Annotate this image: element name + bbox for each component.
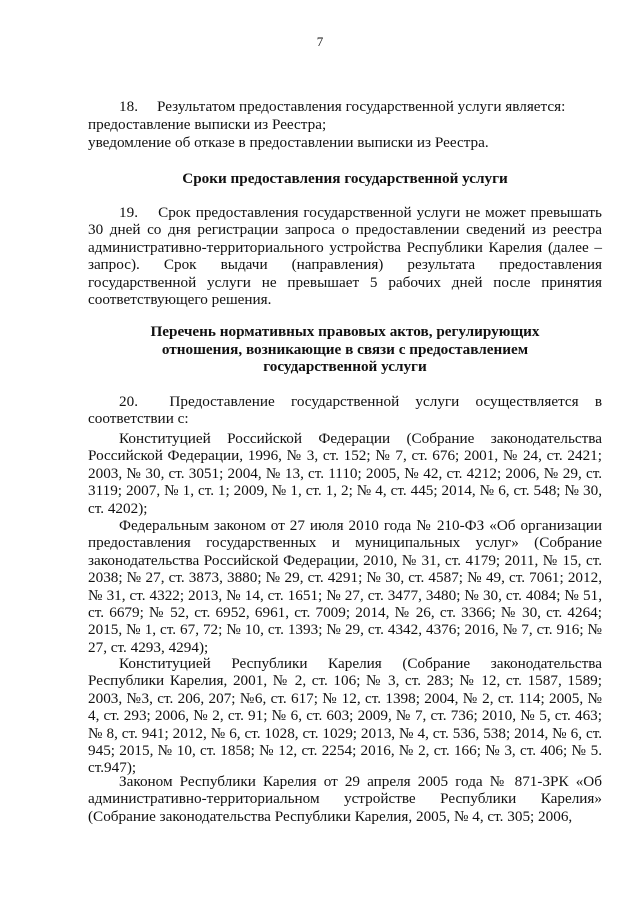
- section-heading-legal-acts: [88, 323, 602, 376]
- law-constitution-rf: Конституцией Российской Федерации (Собрание законодательства Российской Федерации, 1996, № 3, ст. 152; № 7, ст. 676; 2001, № 24, ст. 2421; 2003, № 30, ст. 3051; 2004, № 13, ст. 1110; 2005, № 42, ст. 4212; 2006, № 29, ст. 3119; 2007, № 1, ст. 1; 2009, № 1, ст. 1, 2; № 4, ст. 445; 2014, № 6, ст. 548; № 30, ст. 4202);: [88, 430, 602, 517]
- paragraph-20: 20. Предоставление государственной услуги осуществляется в соответствии с:: [88, 393, 602, 428]
- heading-line-1: Перечень нормативных правовых актов, регулирующих: [150, 323, 540, 340]
- paragraph-18-line-1: предоставление выписки из Реестра;: [88, 116, 327, 133]
- paragraph-19: 19. Срок предоставления государственной услуги не может превышать 30 дней со дня регистрации запроса о предоставлении сведений из реестра административно-территориального устройства Республики Карелия (далее – запрос). Срок выдачи (направления) результата предоставления государственной услуги не превышает 5 рабочих дней после принятия соответствующего решения.: [88, 204, 602, 309]
- law-871-zrk: Законом Республики Карелия от 29 апреля 2005 года № 871-ЗРК «Об административно-территориальном устройстве Республики Карелия» (Собрание законодательства Республики Карелия, 2005, № 4, ст. 305; 2006,: [88, 773, 602, 825]
- law-210-fz: Федеральным законом от 27 июля 2010 года № 210-ФЗ «Об организации предоставления государственных и муниципальных услуг» (Собрание законодательства Российской Федерации, 2010, № 31, ст. 4179; 2011, № 15, ст. 2038; № 27, ст. 3873, 3880; № 29, ст. 4291; № 30, ст. 4587; № 49, ст. 7061; 2012, № 31, ст. 4322; 2013, № 14, ст. 1651; № 27, ст. 3477, 3480; № 30, ст. 4084; № 51, ст. 6679; № 52, ст. 6952, 6961, ст. 7009; 2014, № 26, ст. 3366; № 30, ст. 4264; 2015, № 1, ст. 67, 72; № 10, ст. 1393; № 29, ст. 4342, 4376; 2016, № 7, ст. 916; № 27, ст. 4293, 4294);: [88, 517, 602, 656]
- heading-line-2: отношения, возникающие в связи с предоставлением: [161, 340, 529, 358]
- heading-line-3: государственной услуги: [263, 358, 427, 375]
- page-number: 7: [316, 34, 324, 49]
- paragraph-18: 18. Результатом предоставления государственной услуги является:: [119, 98, 566, 115]
- paragraph-18-line-2: уведомление об отказе в предоставлении выписки из Реестра.: [88, 134, 489, 151]
- law-constitution-karelia: Конституцией Республики Карелия (Собрание законодательства Республики Карелия, 2001, № 2, ст. 106; № 3, ст. 283; № 12, ст. 1587, 1589; 2003, №3, ст. 206, 207; №6, ст. 617; № 12, ст. 1398; 2004, № 2, ст. 114; 2005, № 4, ст. 293; 2006, № 2, ст. 91; № 6, ст. 603; 2009, № 7, ст. 736; 2010, № 5, ст. 463; № 8, ст. 941; 2012, № 6, ст. 1028, ст. 1029; 2013, № 4, ст. 536, 538; 2014, № 6, ст. 945; 2015, № 10, ст. 1858; № 12, ст. 2254; 2016, № 2, ст. 166; № 3, ст. 406; № 5. ст.947);: [88, 655, 602, 777]
- section-heading-terms: Сроки предоставления государственной услуги: [182, 170, 508, 187]
